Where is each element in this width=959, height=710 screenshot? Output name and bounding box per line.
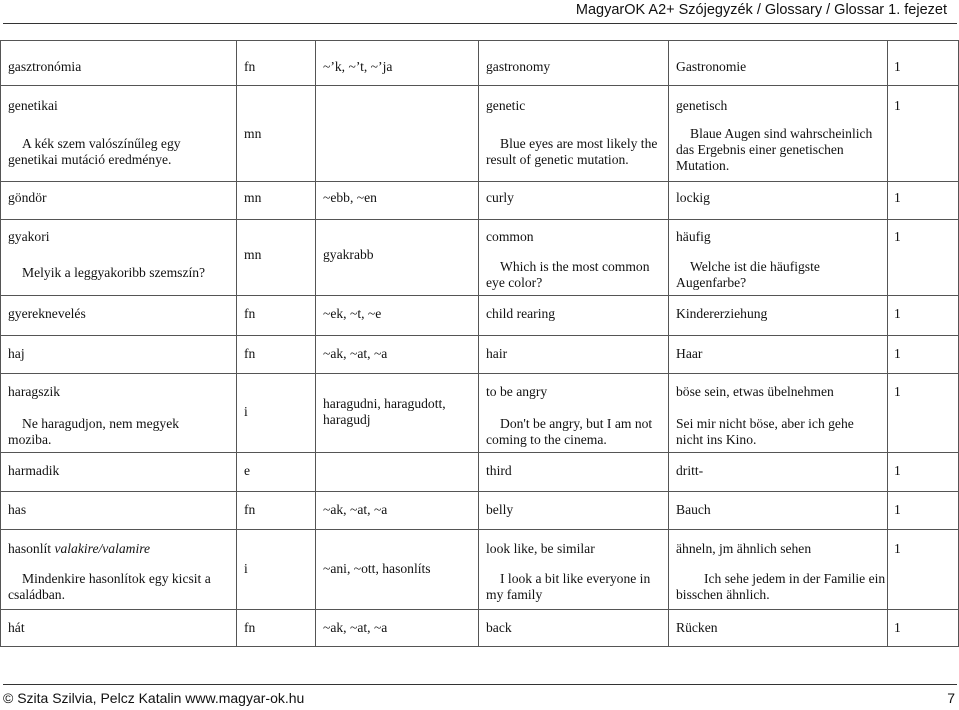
row-divider [0, 335, 959, 336]
headword: hát [8, 620, 25, 635]
row-divider [0, 491, 959, 492]
chapter-number: 1 [894, 229, 901, 244]
german-translation: ähneln, jm ähnlich sehen [676, 541, 812, 556]
headword-suffix: valakire/valamire [54, 541, 151, 556]
german-translation: Gastronomie [676, 59, 747, 74]
part-of-speech: i [244, 404, 248, 419]
row-divider [0, 181, 959, 182]
row-divider [0, 373, 959, 374]
part-of-speech: mn [244, 247, 262, 262]
footer-divider [3, 684, 957, 685]
chapter-number: 1 [894, 541, 901, 556]
headword-text: hasonlít [8, 541, 52, 556]
table-border [0, 646, 959, 647]
german-translation: Haar [676, 346, 703, 361]
chapter-number: 1 [894, 59, 901, 74]
word-forms: ~ek, ~t, ~e [323, 306, 382, 321]
header-divider [3, 23, 957, 24]
chapter-number: 1 [894, 98, 901, 113]
row-divider [0, 219, 959, 220]
word-forms: ~ak, ~at, ~a [323, 346, 388, 361]
word-forms: gyakrabb [323, 247, 374, 262]
example-german: Welche ist die häufigste Augenfarbe? [676, 259, 820, 290]
german-translation: genetisch [676, 98, 728, 113]
column-divider [315, 40, 316, 647]
row-divider [0, 609, 959, 610]
example-english: Don't be angry, but I am not coming to the cinema. [486, 416, 653, 447]
example-german: Sei mir nicht böse, aber ich gehe nicht ins Kino. [676, 416, 854, 447]
table-border [0, 40, 1, 647]
english-translation: genetic [486, 98, 526, 113]
example-english: I look a bit like everyone in my family [486, 571, 651, 602]
german-translation: Kindererziehung [676, 306, 768, 321]
english-translation: look like, be similar [486, 541, 595, 556]
footer-copyright: © Szita Szilvia, Pelcz Katalin www.magyar-ok.hu [3, 690, 305, 706]
example-german: Blaue Augen sind wahrscheinlich das Ergebnis einer genetischen Mutation. [676, 126, 873, 173]
row-divider [0, 295, 959, 296]
row-divider [0, 85, 959, 86]
example-hungarian: Melyik a leggyakoribb szemszín? [22, 265, 206, 280]
chapter-number: 1 [894, 384, 901, 399]
example-german: Ich sehe jedem in der Familie ein bisschen ähnlich. [676, 571, 886, 602]
part-of-speech: e [244, 463, 251, 478]
example-hungarian: Mindenkire hasonlítok egy kicsit a családban. [8, 571, 211, 602]
english-translation: curly [486, 190, 514, 205]
english-translation: gastronomy [486, 59, 551, 74]
page-header-title: MagyarOK A2+ Szójegyzék / Glossary / Glossar 1. fejezet [575, 2, 947, 18]
german-translation: dritt- [676, 463, 704, 478]
headword: genetikai [8, 98, 58, 113]
part-of-speech: mn [244, 190, 262, 205]
part-of-speech: fn [244, 306, 256, 321]
english-translation: to be angry [486, 384, 548, 399]
headword: gasztronómia [8, 59, 82, 74]
english-translation: hair [486, 346, 508, 361]
headword [8, 541, 150, 557]
chapter-number: 1 [894, 463, 901, 478]
english-translation: common [486, 229, 534, 244]
example-hungarian: A kék szem valószínűleg egy genetikai mutáció eredménye. [8, 136, 181, 167]
part-of-speech: fn [244, 59, 256, 74]
english-translation: child rearing [486, 306, 556, 321]
part-of-speech: fn [244, 502, 256, 517]
chapter-number: 1 [894, 620, 901, 635]
part-of-speech: fn [244, 620, 256, 635]
row-divider [0, 529, 959, 530]
row-divider [0, 452, 959, 453]
headword: gyakori [8, 229, 50, 244]
german-translation: böse sein, etwas übelnehmen [676, 384, 834, 399]
example-english: Which is the most common eye color? [486, 259, 650, 290]
english-translation: back [486, 620, 512, 635]
chapter-number: 1 [894, 502, 901, 517]
column-divider [668, 40, 669, 647]
headword: haragszik [8, 384, 61, 399]
chapter-number: 1 [894, 306, 901, 321]
part-of-speech: i [244, 561, 248, 576]
part-of-speech: mn [244, 126, 262, 141]
table-border [0, 40, 959, 41]
german-translation: Rücken [676, 620, 718, 635]
headword: harmadik [8, 463, 60, 478]
page-number: 7 [947, 690, 955, 706]
word-forms: ~’k, ~’t, ~’ja [323, 59, 393, 74]
word-forms: ~ak, ~at, ~a [323, 502, 388, 517]
headword: has [8, 502, 27, 517]
column-divider [236, 40, 237, 647]
headword: göndör [8, 190, 47, 205]
chapter-number: 1 [894, 346, 901, 361]
german-translation: häufig [676, 229, 711, 244]
german-translation: Bauch [676, 502, 711, 517]
word-forms: ~ak, ~at, ~a [323, 620, 388, 635]
example-english: Blue eyes are most likely the result of genetic mutation. [486, 136, 658, 167]
word-forms: haragudni, haragudott, haragudj [323, 396, 446, 427]
headword: gyereknevelés [8, 306, 86, 321]
part-of-speech: fn [244, 346, 256, 361]
chapter-number: 1 [894, 190, 901, 205]
column-divider [887, 40, 888, 647]
column-divider [478, 40, 479, 647]
german-translation: lockig [676, 190, 710, 205]
english-translation: third [486, 463, 512, 478]
word-forms: ~ebb, ~en [323, 190, 377, 205]
word-forms: ~ani, ~ott, hasonlíts [323, 561, 431, 576]
headword: haj [8, 346, 25, 361]
example-hungarian: Ne haragudjon, nem megyek moziba. [8, 416, 180, 447]
english-translation: belly [486, 502, 514, 517]
